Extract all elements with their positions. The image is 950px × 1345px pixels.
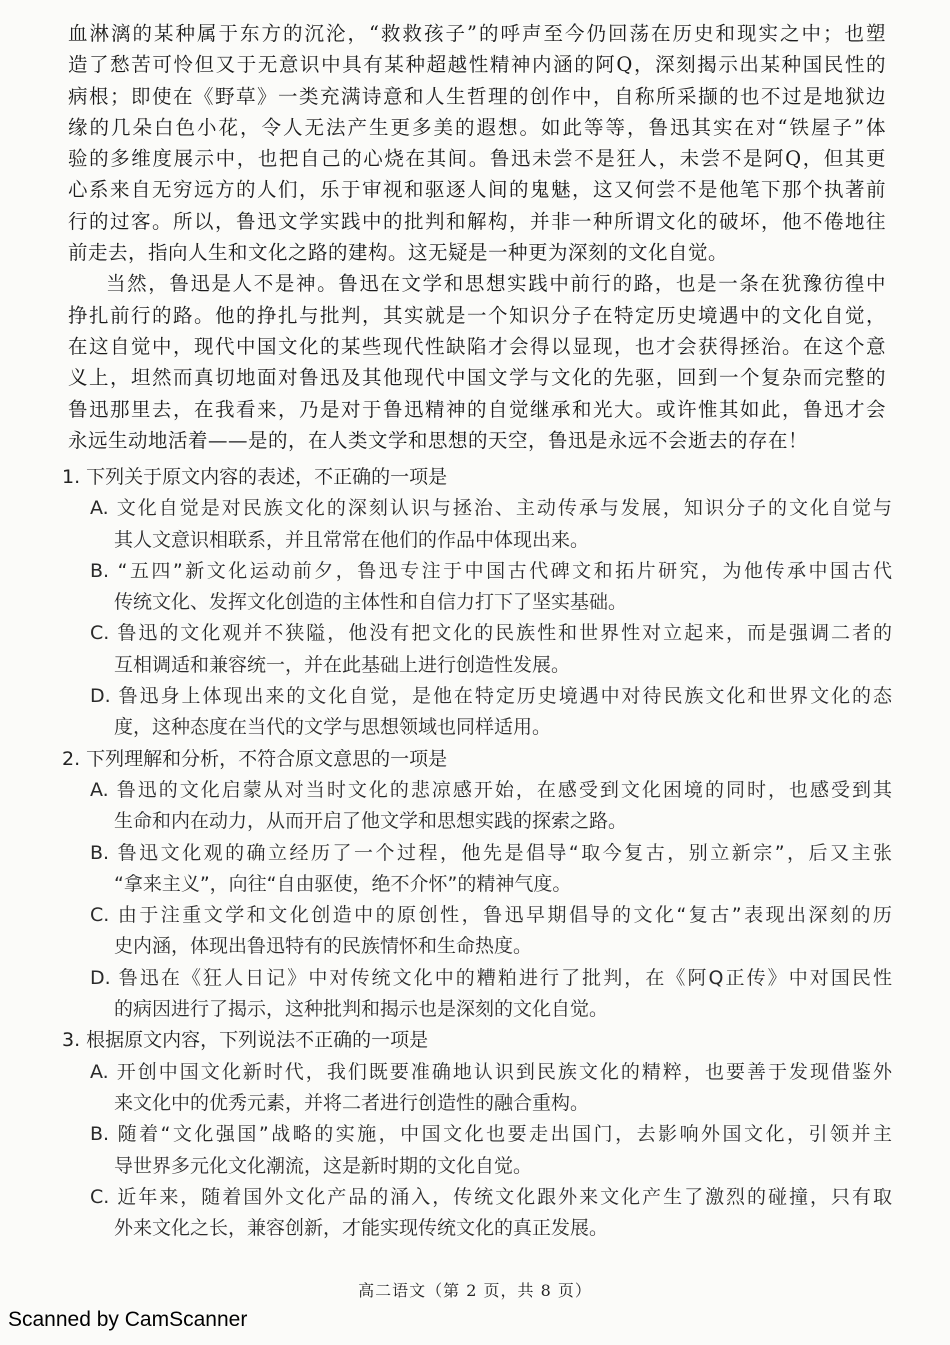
option-line: 其人文意识相联系，并且常常在他们的作品中体现出来。 xyxy=(114,528,590,551)
passage-line: 义上，坦然而真切地面对鲁迅及其他现代中国文学与文化的先驱，回到一个复杂而完整的 xyxy=(68,366,886,390)
option-line: 度，这种态度在当代的文学与思想领域也同样适用。 xyxy=(114,716,552,739)
passage-line: 造了愁苦可怜但又于无意识中具有某种超越性精神内涵的阿Q，深刻揭示出某种国民性的 xyxy=(68,53,886,77)
option-line: 传统文化、发挥文化创造的主体性和自信力打下了坚实基础。 xyxy=(114,591,628,614)
question-list xyxy=(62,462,892,1244)
option-line: C. 近年来，随着国外文化产品的涌入，传统文化跟外来文化产生了激烈的碰撞，只有取 xyxy=(90,1185,892,1208)
passage-line: 验的多维度展示中，也把自己的心烧在其间。鲁迅未尝不是狂人，未尝不是阿Q，但其更 xyxy=(68,147,886,171)
passage-line: 当然，鲁迅是人不是神。鲁迅在文学和思想实践中前行的路，也是一条在犹豫彷徨中 xyxy=(106,272,886,296)
question-stem: 1. 下列关于原文内容的表述，不正确的一项是 xyxy=(62,466,448,488)
passage-line: 永远生动地活着——是的，在人类文学和思想的天空，鲁迅是永远不会逝去的存在！ xyxy=(68,428,809,452)
passage-line: 心系来自无穷远方的人们，乐于审视和驱逐人间的鬼魅，这又何尝不是他笔下那个执著前 xyxy=(68,178,886,202)
option-line: 生命和内在动力，从而开启了他文学和思想实践的探索之路。 xyxy=(114,810,628,833)
option-line: A. 文化自觉是对民族文化的深刻认识与拯治、主动传承与发展，知识分子的文化自觉与 xyxy=(90,497,892,520)
option-line: 史内涵，体现出鲁迅特有的民族情怀和生命热度。 xyxy=(114,935,533,958)
option-line: C. 鲁迅的文化观并不狭隘，他没有把文化的民族性和世界性对立起来，而是强调二者的 xyxy=(90,622,892,645)
option-line: 互相调适和兼容统一，并在此基础上进行创造性发展。 xyxy=(114,653,571,676)
option-line: 导世界多元化文化潮流，这是新时期的文化自觉。 xyxy=(114,1154,533,1177)
passage-line: 在这自觉中，现代中国文化的某些现代性缺陷才会得以显现，也才会获得拯治。在这个意 xyxy=(68,334,886,358)
question-stem: 3. 根据原文内容，下列说法不正确的一项是 xyxy=(62,1029,429,1052)
option-line: 的病因进行了揭示，这种批判和揭示也是深刻的文化自觉。 xyxy=(114,998,609,1021)
option-line: B. 随着“文化强国”战略的实施，中国文化也要走出国门，去影响外国文化，引领并主 xyxy=(90,1123,892,1146)
passage-line: 血淋漓的某种属于东方的沉沦，“救救孩子”的呼声至今仍回荡在历史和现实之中；也塑 xyxy=(68,22,886,45)
page-footer: 高二语文（第 2 页，共 8 页） xyxy=(358,1281,592,1300)
option-line: A. 鲁迅的文化启蒙从对当时文化的悲凉感开始，在感受到文化困境的同时，也感受到其 xyxy=(90,778,892,801)
option-line: B. 鲁迅文化观的确立经历了一个过程，他先是倡导“取今复古，别立新宗”，后又主张 xyxy=(90,841,892,864)
option-line: D. 鲁迅在《狂人日记》中对传统文化中的糟粕进行了批判，在《阿Q正传》中对国民性 xyxy=(90,966,892,989)
question-stem: 2. 下列理解和分析，不符合原文意思的一项是 xyxy=(62,747,448,770)
option-line: 来文化中的优秀元素，并将二者进行创造性的融合重构。 xyxy=(114,1091,590,1114)
passage-line: 前走去，指向人生和文化之路的建构。这无疑是一种更为深刻的文化自觉。 xyxy=(68,241,729,265)
option-line: C. 由于注重文学和文化创造中的原创性，鲁迅早期倡导的文化“复古”表现出深刻的历 xyxy=(90,904,892,927)
option-line: 外来文化之长，兼容创新，才能实现传统文化的真正发展。 xyxy=(114,1217,609,1240)
passage-line: 鲁迅那里去，在我看来，乃是对于鲁迅精神的自觉继承和光大。或许惟其如此，鲁迅才会 xyxy=(68,397,886,421)
option-line: A. 开创中国文化新时代，我们既要准确地认识到民族文化的精粹，也要善于发现借鉴外 xyxy=(90,1060,892,1083)
scanner-watermark: Scanned by CamScanner xyxy=(8,1308,248,1331)
passage-line: 挣扎前行的路。他的挣扎与批判，其实就是一个知识分子在特定历史境遇中的文化自觉， xyxy=(68,303,886,327)
passage-line: 病根；即使在《野草》一类充满诗意和人生哲理的创作中，自称所采撷的也不过是地狱边 xyxy=(68,84,886,108)
option-line: D. 鲁迅身上体现出来的文化自觉，是他在特定历史境遇中对待民族文化和世界文化的态 xyxy=(90,685,892,708)
passage-line: 行的过客。所以，鲁迅文学实践中的批判和解构，并非一种所谓文化的破坏，他不倦地往 xyxy=(68,209,886,233)
reading-passage xyxy=(68,18,886,456)
option-line: “拿来主义”，向往“自由驱使，绝不介怀”的精神气度。 xyxy=(114,872,572,895)
passage-line: 缘的几朵白色小花，令人无法产生更多美的遐想。如此等等，鲁迅其实在对“铁屋子”体 xyxy=(68,115,886,139)
option-line: B. “五四”新文化运动前夕，鲁迅专注于中国古代碑文和拓片研究，为他传承中国古代 xyxy=(90,559,892,582)
